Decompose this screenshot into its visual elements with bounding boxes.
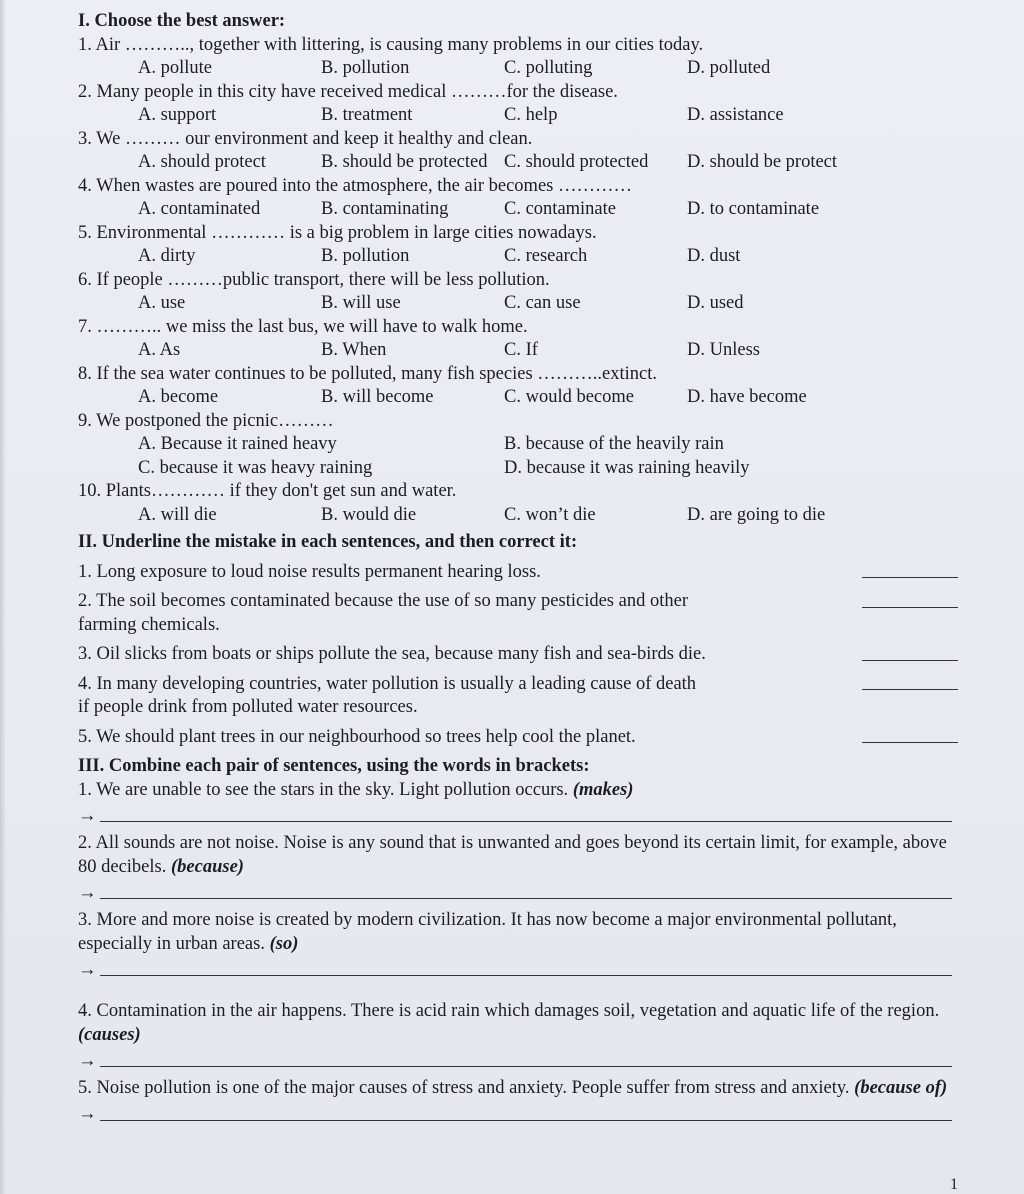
option: D. assistance xyxy=(687,105,784,125)
arrow-icon: → xyxy=(78,882,97,903)
combine-sentences: 4. Contamination in the air happens. There is acid rain which damages soil, vegetation and aquatic life of the region. xyxy=(78,1001,940,1021)
option: D. have become xyxy=(687,387,807,407)
correction-item xyxy=(78,561,958,585)
correction-sentence: 2. The soil becomes contaminated because the use of so many pesticides and other xyxy=(78,591,688,611)
question-text: 6. If people ………public transport, there will be less pollution. xyxy=(78,269,550,290)
option: A. use xyxy=(138,293,186,313)
option: A. contaminated xyxy=(138,199,261,219)
option: A. As xyxy=(138,340,181,360)
correction-sentence: 1. Long exposure to loud noise results permanent hearing loss. xyxy=(78,561,541,582)
option: B. treatment xyxy=(321,105,413,125)
option: C. help xyxy=(504,105,558,125)
question-text: 1. Air ……….., together with littering, is causing many problems in our cities today. xyxy=(78,34,704,55)
combine-prompt xyxy=(78,779,958,803)
option: B. would die xyxy=(321,504,417,525)
correction-item xyxy=(78,643,958,667)
question-text: 8. If the sea water continues to be polluted, many fish species ………..extinct. xyxy=(78,363,658,384)
question-4 xyxy=(78,175,958,222)
option: B. will become xyxy=(321,387,434,407)
question-text: 3. We ……… our environment and keep it healthy and clean. xyxy=(78,128,533,149)
answer-line[interactable] xyxy=(100,1119,952,1121)
keyword-hint: (because of) xyxy=(854,1078,948,1098)
option: D. used xyxy=(687,293,744,313)
keyword-hint: (because) xyxy=(171,856,244,877)
combine-item xyxy=(78,779,958,829)
combine-item xyxy=(78,909,958,982)
combine-item xyxy=(78,1000,958,1073)
combine-sentences: 3. More and more noise is created by modern civilization. It has now become a major environmental pollutant, especially in urban areas. xyxy=(78,910,897,954)
answer-line[interactable] xyxy=(100,974,952,976)
question-text: 9. We postponed the picnic……… xyxy=(78,410,334,431)
question-options xyxy=(78,104,958,128)
option: C. should protected xyxy=(504,152,649,172)
option: C. contaminate xyxy=(504,199,616,219)
keyword-hint: (so) xyxy=(269,933,299,954)
combine-item xyxy=(78,832,958,905)
option: A. will die xyxy=(138,504,217,525)
option: C. polluting xyxy=(504,58,593,78)
question-options xyxy=(78,151,958,175)
question-3 xyxy=(78,128,958,175)
question-5 xyxy=(78,222,958,269)
page-number: 1 xyxy=(950,1176,958,1193)
arrow-icon: → xyxy=(78,959,97,980)
combine-prompt xyxy=(78,909,958,956)
question-8 xyxy=(78,363,958,410)
correction-item xyxy=(78,673,958,720)
question-2 xyxy=(78,81,958,128)
option: C. won’t die xyxy=(504,504,596,525)
section-3-items xyxy=(78,779,958,1127)
question-9 xyxy=(78,410,958,481)
question-6 xyxy=(78,269,958,316)
question-text: 4. When wastes are poured into the atmosphere, the air becomes ………… xyxy=(78,175,632,196)
combine-prompt xyxy=(78,1077,958,1101)
option: A. support xyxy=(138,105,217,125)
correction-sentence-continued: if people drink from polluted water resources. xyxy=(78,697,418,717)
answer-blank[interactable] xyxy=(862,576,958,578)
arrow-icon: → xyxy=(78,1104,97,1124)
correction-sentence: 3. Oil slicks from boats or ships pollute the sea, because many fish and sea-birds die. xyxy=(78,644,706,664)
question-options xyxy=(78,245,958,269)
option: B. When xyxy=(321,340,387,360)
arrow-icon: → xyxy=(78,805,97,826)
page-edge-shadow xyxy=(0,0,6,1194)
combine-item xyxy=(78,1077,958,1127)
option: B. will use xyxy=(321,293,401,313)
correction-sentence-continued: farming chemicals. xyxy=(78,614,220,635)
correction-item xyxy=(78,726,958,750)
question-options xyxy=(78,292,958,316)
section-3-title: III. Combine each pair of sentences, using the words in brackets: xyxy=(78,756,590,776)
combine-sentences: 1. We are unable to see the stars in the sky. Light pollution occurs. xyxy=(78,779,569,800)
keyword-hint: (causes) xyxy=(78,1024,141,1045)
section-2-title: II. Underline the mistake in each sentences, and then correct it: xyxy=(78,532,578,552)
question-text: 10. Plants………… if they don't get sun and water. xyxy=(78,481,457,501)
correction-item xyxy=(78,590,958,637)
question-options xyxy=(78,386,958,410)
section-1-title: I. Choose the best answer: xyxy=(78,11,286,31)
question-options xyxy=(78,339,958,363)
option: B. pollution xyxy=(321,246,410,266)
answer-blank[interactable] xyxy=(862,606,958,608)
answer-blank[interactable] xyxy=(862,659,958,661)
question-text: 7. ……….. we miss the last bus, we will have to walk home. xyxy=(78,316,528,337)
option: D. should be protect xyxy=(687,152,838,172)
worksheet-content xyxy=(78,10,958,1131)
answer-line[interactable] xyxy=(100,897,952,899)
option: A. dirty xyxy=(138,246,196,266)
option: D. to contaminate xyxy=(687,199,820,219)
option: D. because it was raining heavily xyxy=(504,457,750,478)
section-2-items xyxy=(78,561,958,750)
combine-prompt xyxy=(78,832,958,879)
option: D. Unless xyxy=(687,340,760,360)
question-7 xyxy=(78,316,958,363)
combine-sentences: 2. All sounds are not noise. Noise is any sound that is unwanted and goes beyond its certain limit, for example, above 80 decibels. xyxy=(78,833,947,877)
answer-blank[interactable] xyxy=(862,741,958,743)
option: B. contaminating xyxy=(321,199,449,219)
option: B. pollution xyxy=(321,58,410,78)
option: D. polluted xyxy=(687,58,771,78)
option: C. research xyxy=(504,246,588,266)
option: A. Because it rained heavy xyxy=(138,434,337,454)
option: C. because it was heavy raining xyxy=(138,457,373,478)
question-1 xyxy=(78,34,958,81)
section-1-questions xyxy=(78,34,958,410)
combine-sentences: 5. Noise pollution is one of the major causes of stress and anxiety. People suffer from stress and anxiety. xyxy=(78,1078,850,1098)
question-text: 5. Environmental ………… is a big problem in large cities nowadays. xyxy=(78,222,597,243)
answer-line[interactable] xyxy=(100,820,952,822)
correction-sentence: 5. We should plant trees in our neighbourhood so trees help cool the planet. xyxy=(78,726,636,747)
question-options xyxy=(78,57,958,81)
answer-blank[interactable] xyxy=(862,688,958,690)
option: C. If xyxy=(504,340,538,360)
combine-prompt xyxy=(78,1000,958,1047)
question-options xyxy=(78,433,958,480)
question-text: 2. Many people in this city have received medical ………for the disease. xyxy=(78,81,618,102)
correction-sentence: 4. In many developing countries, water pollution is usually a leading cause of death xyxy=(78,673,697,694)
option: C. can use xyxy=(504,293,581,313)
option: A. become xyxy=(138,387,219,407)
keyword-hint: (makes) xyxy=(572,779,634,800)
question-options xyxy=(78,504,958,528)
question-options xyxy=(78,198,958,222)
option: B. because of the heavily rain xyxy=(504,434,724,454)
option: D. are going to die xyxy=(687,504,826,525)
option: C. would become xyxy=(504,387,634,407)
question-10 xyxy=(78,480,958,527)
option: A. should protect xyxy=(138,152,266,172)
option: A. pollute xyxy=(138,58,212,78)
option: B. should be protected xyxy=(321,152,488,172)
answer-line[interactable] xyxy=(100,1065,952,1067)
option: D. dust xyxy=(687,246,741,266)
arrow-icon: → xyxy=(78,1050,97,1071)
